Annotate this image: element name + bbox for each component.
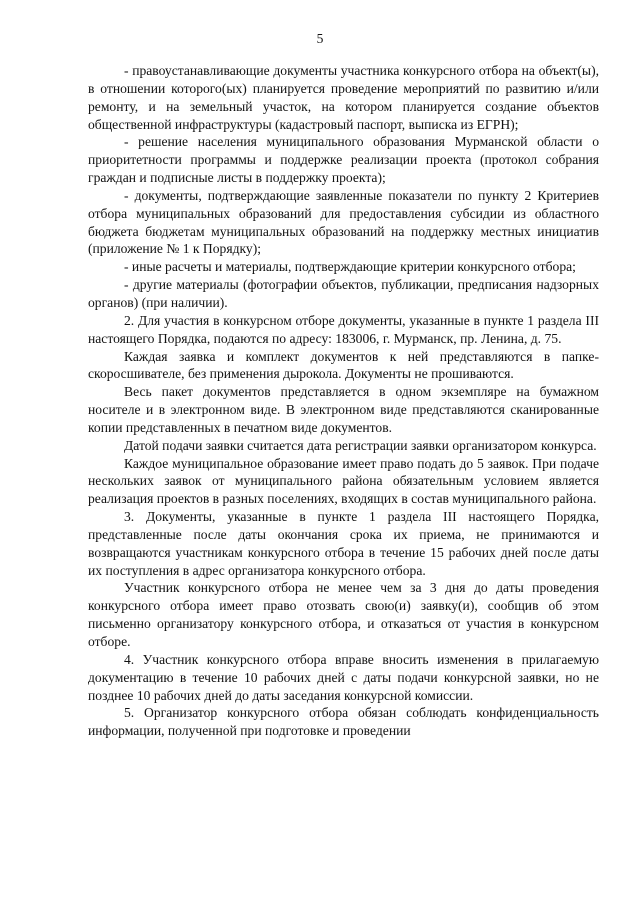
paragraph: - иные расчеты и материалы, подтверждающие критерии конкурсного отбора; [124,259,576,275]
paragraph: Каждое муниципальное образование имеет право подать до 5 заявок. При подаче нескольких заявок от муниципального района обязательным условием является реализация проектов в разных поселениях, входящих в состав муниципального района. [88,455,599,507]
paragraph: - правоустанавливающие документы участника конкурсного отбора на объект(ы), в отношении которого(ых) планируется проведение мероприятий по развитию и/или ремонту, и на земельный участок, на котором планируется создание объектов общественной инфраструктуры (кадастровый паспорт, выписка из ЕГРН); [88,63,599,132]
paragraph: Участник конкурсного отбора не менее чем за 3 дня до даты проведения конкурсного отбора имеет право отозвать свою(и) заявку(и), сообщив об этом письменно организатору конкурсного отбора, и отказаться от участия в конкурсном отборе. [88,580,599,649]
paragraph: 5. Организатор конкурсного отбора обязан соблюдать конфиденциальность информации, полученной при подготовке и проведении [88,705,599,739]
page-number: 5 [316,31,324,46]
paragraph: - другие материалы (фотографии объектов, публикации, предписания надзорных органов) (при наличии). [88,277,599,310]
paragraph: Датой подачи заявки считается дата регистрации заявки организатором конкурса. [124,437,597,453]
paragraph: Каждая заявка и комплект документов к ней представляются в папке-скоросшивателе, без применения дырокола. Документы не прошиваются. [88,348,599,382]
paragraph: - решение населения муниципального образования Мурманской области о приоритетности программы и поддержке реализации проекта (протокол собрания граждан и подписные листы в поддержку проекта); [88,134,599,186]
paragraph: 4. Участник конкурсного отбора вправе вносить изменения в прилагаемую документацию в течение 10 рабочих дней с даты подачи конкурсной заявки, но не позднее 10 рабочих дней до даты заседания конкурсной комиссии. [88,651,599,703]
paragraph: - документы, подтверждающие заявленные показатели по пункту 2 Критериев отбора муниципальных образований для предоставления субсидии из областного бюджета бюджетам муниципальных образований на поддержку местных инициатив (приложение № 1 к Порядку); [88,187,599,257]
paragraph: Весь пакет документов представляется в одном экземпляре на бумажном носителе и в электронном виде. В электронном виде представляются сканированные копии представленных в печатном виде документов. [88,384,599,435]
paragraph: 2. Для участия в конкурсном отборе документы, указанные в пункте 1 раздела III настоящего Порядка, подаются по адресу: 183006, г. Мурманск, пр. Ленина, д. 75. [88,312,599,346]
paragraph: 3. Документы, указанные в пункте 1 раздела III настоящего Порядка, представленные после даты окончания срока их приема, не принимаются и возвращаются участникам конкурсного отбора в течение 15 рабочих дней после даты их поступления в адрес организатора конкурсного отбора. [88,509,599,578]
document-body [88,62,599,740]
